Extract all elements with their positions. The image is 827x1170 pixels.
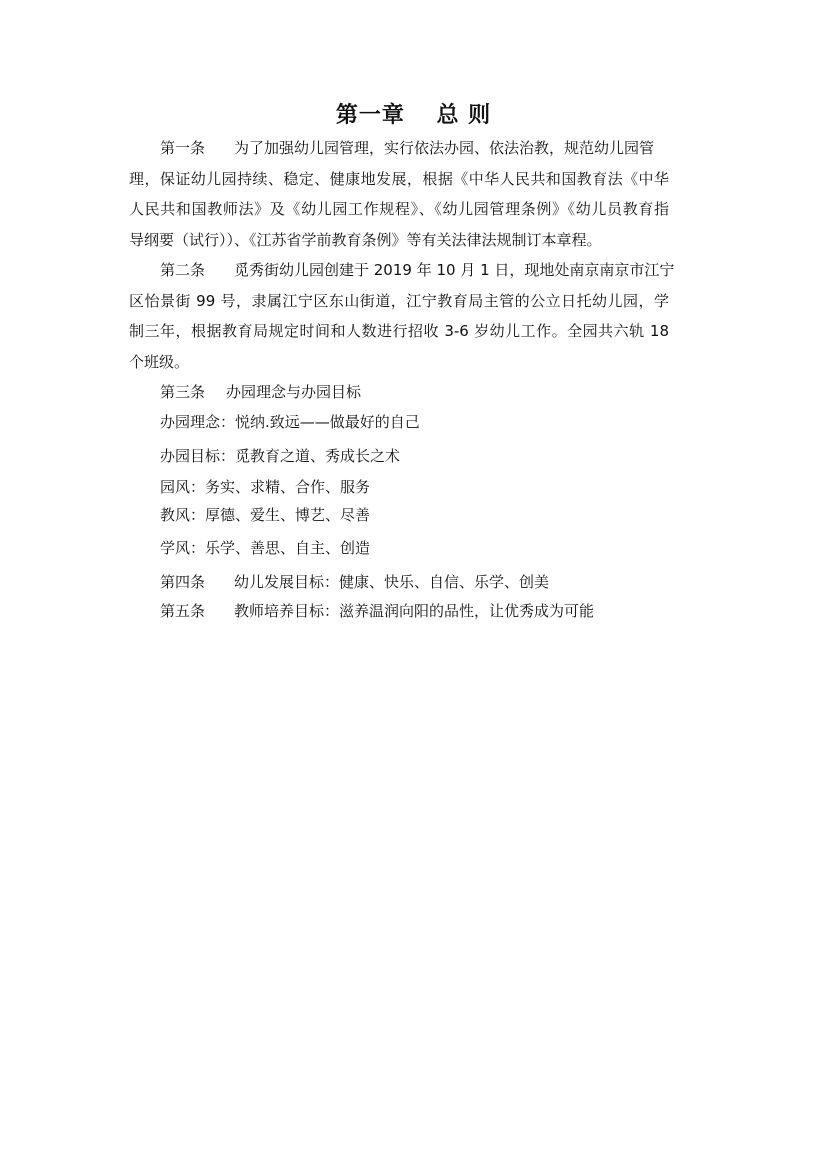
article4-label: 第四条 xyxy=(160,573,206,591)
article2-line-2: 区怡景街 99 号，隶属江宁区东山街道，江宁教育局主管的公立日托幼儿园，学 xyxy=(129,292,669,310)
article1-line-1: 为了加强幼儿园管理，实行依法办园、依法治教，规范幼儿园管 xyxy=(234,139,655,157)
article5-text: 教师培养目标：滋养温润向阳的品性，让优秀成为可能 xyxy=(234,602,595,620)
article3-item-campus-style: 园风：务实、求精、合作、服务 xyxy=(160,478,371,496)
article1-line-4-row xyxy=(129,229,602,251)
article4-text: 幼儿发展目标：健康、快乐、自信、乐学、创美 xyxy=(234,573,550,591)
article1-line-2: 理，保证幼儿园持续、稳定、健康地发展，根据《中华人民共和国教育法《中华 xyxy=(129,170,669,188)
article2-first-line xyxy=(160,259,674,281)
article1-line-2-row xyxy=(129,168,669,190)
article3-item-goal: 办园目标：觅教育之道、秀成长之术 xyxy=(160,447,401,465)
article2-line-2-row xyxy=(129,290,669,312)
article3-line xyxy=(160,381,361,403)
article2-line-3-row xyxy=(129,320,669,342)
article3-item-mission: 办园理念：悦纳.致远——做最好的自己 xyxy=(160,413,420,431)
article1-line-4: 导纲要（试行））、《江苏省学前教育条例》等有关法律法规制订本章程。 xyxy=(129,231,602,249)
article1-first-line xyxy=(160,137,654,159)
article2-line-3: 制三年，根据教育局规定时间和人数进行招收 3-6 岁幼儿工作。全园共六轨 18 xyxy=(129,322,669,340)
article1-line-3-row xyxy=(129,198,669,220)
article1-line-3: 人民共和国教师法》及《幼儿园工作规程》、《幼儿园管理条例》《幼儿员教育指 xyxy=(129,200,669,218)
chapter-title: 第一章 总 则 xyxy=(335,102,492,128)
article3-label: 第三条 xyxy=(160,383,206,401)
article5-label: 第五条 xyxy=(160,602,206,620)
article2-line-4: 个班级。 xyxy=(129,353,190,371)
article3-item-learning-style: 学风：乐学、善思、自主、创造 xyxy=(160,539,371,557)
article3-item-teaching-style: 教风：厚德、爱生、博艺、尽善 xyxy=(160,506,371,524)
article2-line-1: 觅秀街幼儿园创建于 2019 年 10 月 1 日，现地处南京南京市江宁 xyxy=(234,261,675,279)
article2-line-4-row xyxy=(129,351,189,373)
article2-label: 第二条 xyxy=(160,261,206,279)
article1-label: 第一条 xyxy=(160,139,206,157)
article5-line xyxy=(160,600,594,622)
article3-text: 办园理念与办园目标 xyxy=(226,383,362,401)
article4-line xyxy=(160,571,549,593)
